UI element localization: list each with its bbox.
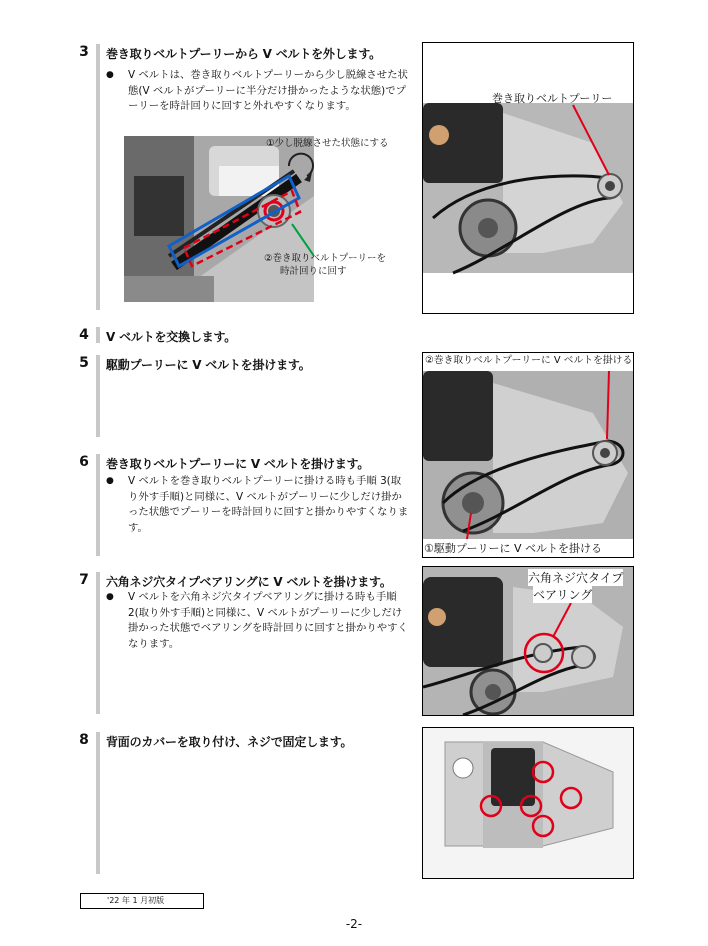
- step3-callout-a: ①少し脱線させた状態にする: [266, 138, 389, 149]
- step3-photo-frame: [422, 42, 634, 314]
- step-title: 駆動プーリーに V ベルトを掛けます。: [106, 358, 311, 372]
- bullet-text: V ベルトは、巻き取りベルトプーリーから少し脱線させた状態(V ベルトがプーリーに半分だけ掛かったような状態)でプーリーを時計回りに回すと外れやすくなります。: [128, 69, 408, 112]
- step8-photo-frame: [422, 727, 634, 879]
- bullet-dot-icon: ●: [106, 476, 114, 486]
- step3-callout-b-line2: 時計回りに回す: [280, 266, 347, 277]
- step-number: 7: [79, 572, 89, 588]
- step-bar: [96, 572, 100, 714]
- page-number: -2-: [345, 917, 363, 931]
- step-bar: [96, 44, 100, 310]
- step-bar: [96, 355, 100, 437]
- step-number: 8: [79, 732, 89, 748]
- step7-callout-line1: 六角ネジ穴タイプ: [528, 571, 624, 585]
- edition-label: '22 年 1 月初版: [80, 893, 204, 909]
- bullet-dot-icon: ●: [106, 70, 114, 80]
- step-title: 背面のカバーを取り付け、ネジで固定します。: [106, 735, 353, 749]
- bullet-text: V ベルトを六角ネジ穴タイプベアリングに掛ける時も手順 2(取り外す手順)と同様に、V ベルトがプーリーに少しだけ掛かった状態でベアリングを時計回りに回すと掛かりやすくなります。: [128, 591, 408, 650]
- step-bar: [96, 732, 100, 874]
- step5-photo-frame: [422, 352, 634, 558]
- step-number: 4: [79, 327, 89, 343]
- step-title: V ベルトを交換します。: [106, 330, 237, 344]
- step-number: 5: [79, 355, 89, 371]
- step5-callout-bottom: ①駆動プーリーに V ベルトを掛ける: [424, 542, 603, 555]
- step5-callout-top: ②巻き取りベルトプーリーに V ベルトを掛ける: [425, 355, 633, 366]
- bullet-dot-icon: ●: [106, 592, 114, 602]
- step-title: 巻き取りベルトプーリーから V ベルトを外します。: [106, 47, 381, 61]
- step-bar: [96, 454, 100, 556]
- step-title: 巻き取りベルトプーリーに V ベルトを掛けます。: [106, 457, 370, 471]
- step3-callout-b-line1: ②巻き取りベルトプーリーを: [264, 253, 386, 264]
- step3-callout-right: 巻き取りベルトプーリー: [492, 92, 613, 105]
- bullet-text: V ベルトを巻き取りベルトプーリーに掛ける時も手順 3(取り外す手順)と同様に、V ベルトがプーリーに少しだけ掛かった状態でプーリーを時計回りに回すと掛かりやすくなります。: [128, 475, 409, 534]
- step-number: 6: [79, 454, 89, 470]
- step7-callout-line2: ベアリング: [533, 588, 593, 602]
- step7-photo-frame: [422, 566, 634, 716]
- step-title: 六角ネジ穴タイプベアリングに V ベルトを掛けます。: [106, 575, 392, 589]
- step-number: 3: [79, 44, 89, 60]
- step-bar: [96, 327, 100, 343]
